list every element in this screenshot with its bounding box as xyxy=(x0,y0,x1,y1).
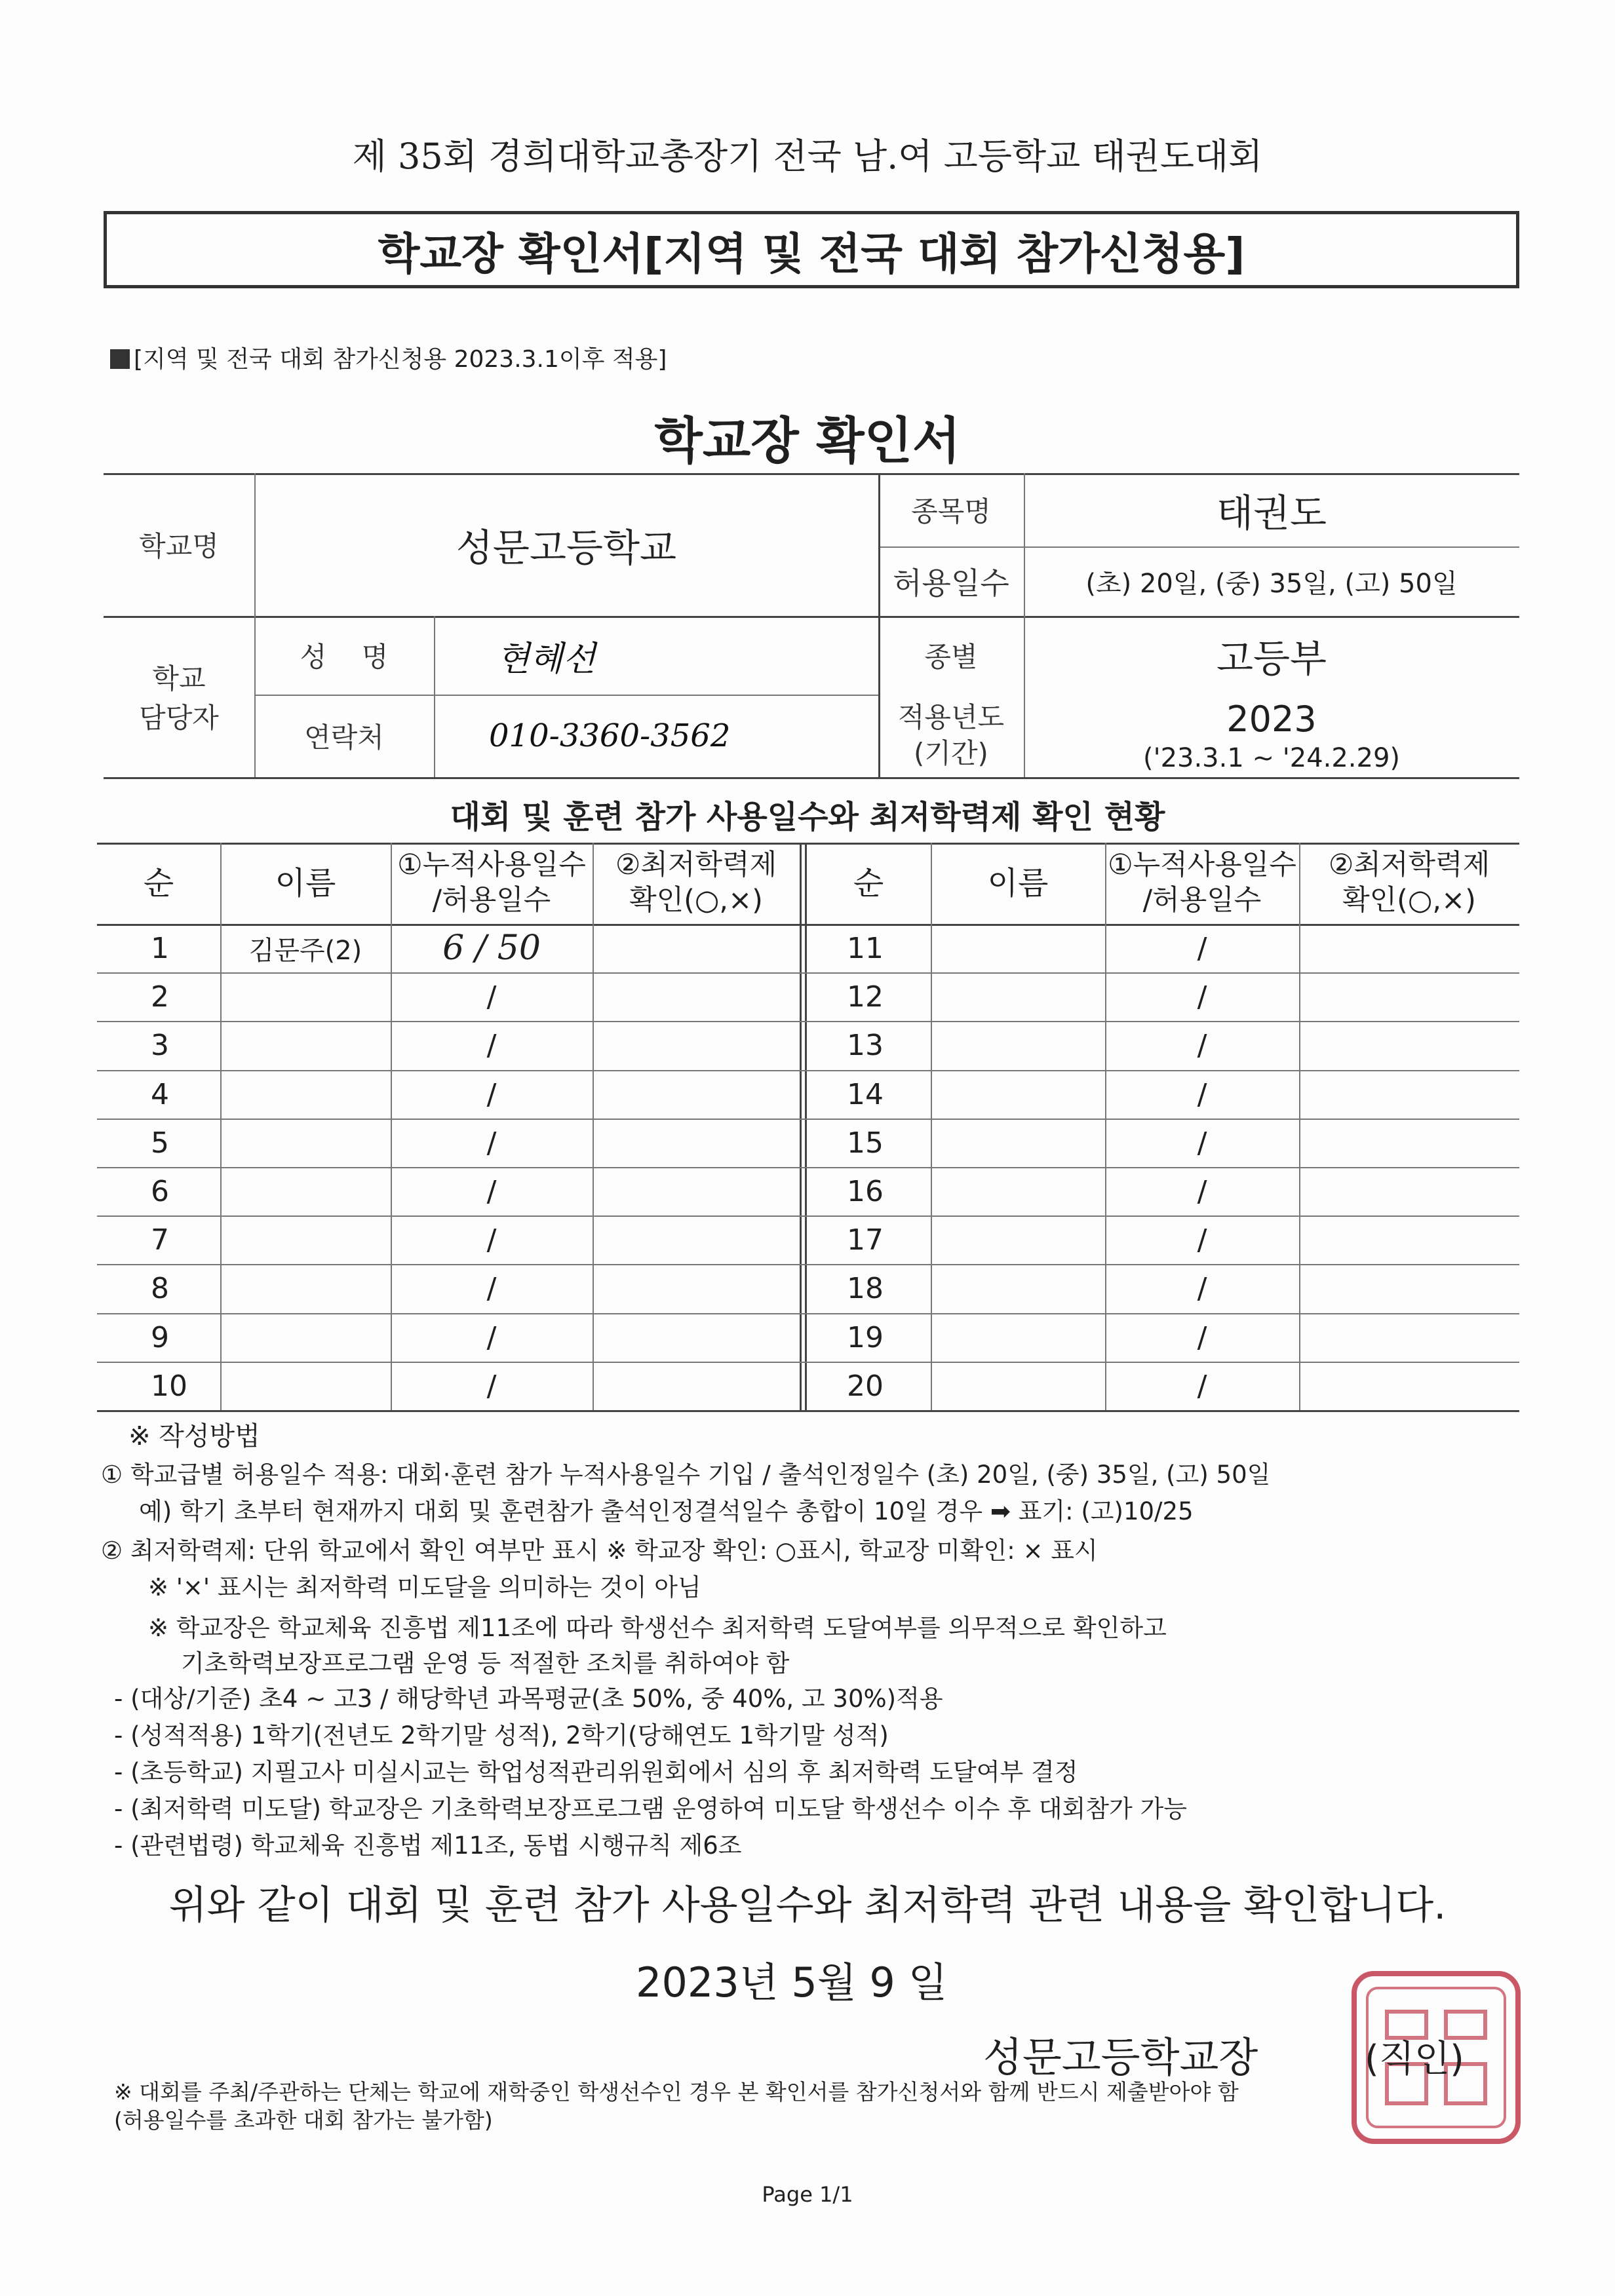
header-used-right xyxy=(1105,843,1299,924)
row-number: 12 xyxy=(847,980,884,1014)
division-label: 종별 xyxy=(924,641,978,673)
row-min-check xyxy=(1299,1264,1519,1312)
applicable-note xyxy=(110,341,667,374)
contact-label: 연락처 xyxy=(304,721,384,754)
row-number: 9 xyxy=(151,1320,169,1354)
row-used-days: / xyxy=(1197,1077,1207,1111)
header-used-line1: ①누적사용일수 xyxy=(1108,849,1296,882)
row-used-days: / xyxy=(1197,1126,1207,1160)
year-period: ('23.3.1 ~ '24.2.29) xyxy=(1142,742,1401,773)
row-used-days: / xyxy=(1197,1174,1207,1208)
row-min-check xyxy=(593,1167,800,1215)
instruction-line: - (성적적용) 1학기(전년도 2학기말 성적), 2학기(당해연도 1학기말 성적) xyxy=(114,1721,889,1750)
row-number: 20 xyxy=(847,1369,884,1403)
instruction-line: 기초학력보장프로그램 운영 등 적절한 조치를 취하여야 함 xyxy=(181,1649,790,1677)
status-title: 대회 및 훈련 참가 사용일수와 최저학력제 확인 현황 xyxy=(450,799,1165,835)
row-number: 17 xyxy=(847,1223,884,1257)
row-name xyxy=(220,1264,391,1312)
row-name xyxy=(220,1021,391,1069)
applicable-note-text: [지역 및 전국 대회 참가신청용 2023.3.1이후 적용] xyxy=(134,346,667,373)
row-min-check xyxy=(593,972,800,1021)
seal-label: (직인) xyxy=(1365,2038,1464,2080)
row-min-check xyxy=(1299,1167,1519,1215)
row-min-check xyxy=(593,1313,800,1362)
row-min-check xyxy=(593,1021,800,1069)
header-no-right: 순 xyxy=(853,865,884,902)
page-number: Page 1/1 xyxy=(762,2182,853,2207)
confirmation-statement: 위와 같이 대회 및 훈련 참가 사용일수와 최저학력 관련 내용을 확인합니다. xyxy=(168,1883,1447,1928)
tournament-title: 제 35회 경희대학교총장기 전국 남.여 고등학교 태권도대회 xyxy=(352,136,1263,177)
row-name xyxy=(931,924,1105,972)
year-value: 2023 xyxy=(1226,698,1317,740)
row-used-days: / xyxy=(1197,1271,1207,1305)
instruction-line: 예) 학기 초부터 현재까지 대회 및 훈련참가 출석인정결석일수 총합이 10일 경우 ➡ 표기: (고)10/25 xyxy=(139,1497,1194,1525)
principal-name: 성문고등학교장 xyxy=(983,2033,1258,2081)
row-name xyxy=(220,1119,391,1167)
row-name xyxy=(931,1167,1105,1215)
row-name xyxy=(931,1362,1105,1410)
row-min-check xyxy=(593,1070,800,1119)
header-min-line2: 확인(○,×) xyxy=(1342,884,1476,917)
instruction-line: - (최저학력 미도달) 학교장은 기초학력보장프로그램 운영하여 미도달 학생선수 이수 후 대회참가 가능 xyxy=(114,1795,1188,1823)
row-min-check xyxy=(1299,1313,1519,1362)
year-label-line1: 적용년도 xyxy=(897,701,1005,734)
row-number: 7 xyxy=(151,1223,169,1257)
instructions-heading: ※ 작성방법 xyxy=(128,1421,260,1451)
header-no-left: 순 xyxy=(143,865,174,902)
row-name xyxy=(220,972,391,1021)
row-number: 5 xyxy=(151,1126,169,1160)
row-name xyxy=(220,1362,391,1410)
confirmation-date: 2023년 5월 9 일 xyxy=(636,1959,948,2006)
manager-label xyxy=(104,616,254,777)
row-name xyxy=(931,972,1105,1021)
row-min-check xyxy=(1299,1021,1519,1069)
header-used-line1: ①누적사용일수 xyxy=(397,849,586,882)
row-used-days: / xyxy=(486,1174,497,1208)
header-name-left: 이름 xyxy=(275,865,336,902)
row-name xyxy=(220,1215,391,1264)
row-min-check xyxy=(593,1362,800,1410)
row-name xyxy=(931,1070,1105,1119)
row-min-check xyxy=(593,1264,800,1312)
row-number: 13 xyxy=(847,1028,884,1062)
row-name xyxy=(931,1215,1105,1264)
header-used-left xyxy=(391,843,593,924)
manager-label-line2: 담당자 xyxy=(139,702,219,734)
footer-note xyxy=(114,2078,1239,2135)
school-name: 성문고등학교 xyxy=(456,526,677,570)
name-label: 성 명 xyxy=(300,641,389,673)
event-name: 태권도 xyxy=(1216,491,1327,535)
header-used-line2: /허용일수 xyxy=(1142,884,1262,917)
row-number: 14 xyxy=(847,1077,884,1111)
manager-name: 현혜선 xyxy=(497,639,596,679)
header-min-line1: ②최저학력제 xyxy=(1328,849,1490,882)
row-used-days: / xyxy=(486,1369,497,1403)
header-min-right xyxy=(1299,843,1519,924)
row-used-days: / xyxy=(1197,1028,1207,1062)
row-used-days: / xyxy=(486,1028,497,1062)
row-used-days: / xyxy=(486,1077,497,1111)
row-min-check xyxy=(1299,1215,1519,1264)
row-number: 18 xyxy=(847,1271,884,1305)
year-label-line2: (기간) xyxy=(914,737,988,769)
row-name xyxy=(220,1167,391,1215)
instruction-line: ② 최저학력제: 단위 학교에서 확인 여부만 표시 ※ 학교장 확인: ○표시, 학교장 미확인: × 표시 xyxy=(101,1537,1098,1565)
row-number: 1 xyxy=(151,931,169,965)
row-min-check xyxy=(593,924,800,972)
school-label: 학교명 xyxy=(139,530,219,562)
row-used-days: / xyxy=(486,1126,497,1160)
row-name xyxy=(931,1313,1105,1362)
header-min-line2: 확인(○,×) xyxy=(629,884,763,917)
header-min-line1: ②최저학력제 xyxy=(615,849,777,882)
row-used-days: / xyxy=(486,1320,497,1354)
row-name xyxy=(931,1119,1105,1167)
instruction-line: - (초등학교) 지필고사 미실시교는 학업성적관리위원회에서 심의 후 최저학력 도달여부 결정 xyxy=(114,1758,1078,1786)
row-number: 4 xyxy=(151,1077,169,1111)
row-used-days: / xyxy=(1197,980,1207,1014)
event-label: 종목명 xyxy=(911,495,991,527)
row-number: 3 xyxy=(151,1028,169,1062)
header-min-left xyxy=(593,843,800,924)
row-min-check xyxy=(1299,972,1519,1021)
row-min-check xyxy=(1299,924,1519,972)
row-used-days: / xyxy=(486,1271,497,1305)
row-min-check xyxy=(593,1215,800,1264)
division-value: 고등부 xyxy=(1216,636,1327,681)
row-name xyxy=(220,1070,391,1119)
header-used-line2: /허용일수 xyxy=(432,884,551,917)
row-number: 15 xyxy=(847,1126,884,1160)
row-min-check xyxy=(1299,1119,1519,1167)
instruction-line: ① 학교급별 허용일수 적용: 대회·훈련 참가 누적사용일수 기입 / 출석인정일수 (초) 20일, (중) 35일, (고) 50일 xyxy=(101,1461,1271,1489)
row-name: 김문주(2) xyxy=(248,935,362,966)
document-title: 학교장 확인서[지역 및 전국 대회 참가신청용] xyxy=(104,211,1519,288)
row-number: 8 xyxy=(151,1271,169,1305)
row-number: 11 xyxy=(847,931,884,965)
row-min-check xyxy=(593,1119,800,1167)
instruction-line: ※ 학교장은 학교체육 진흥법 제11조에 따라 학생선수 최저학력 도달여부를 의무적으로 확인하고 xyxy=(148,1614,1167,1642)
row-number: 16 xyxy=(847,1174,884,1208)
row-used-days: / xyxy=(486,1223,497,1257)
row-used-days: / xyxy=(486,980,497,1014)
row-name xyxy=(931,1021,1105,1069)
row-used-days: / xyxy=(1197,1320,1207,1354)
row-used-days: / xyxy=(1197,1223,1207,1257)
manager-label-line1: 학교 xyxy=(152,662,206,695)
instruction-line: ※ '×' 표시는 최저학력 미도달을 의미하는 것이 아님 xyxy=(148,1573,701,1601)
instruction-line: - (대상/기준) 초4 ~ 고3 / 해당학년 과목평균(초 50%, 중 40%, 고 30%)적용 xyxy=(114,1685,943,1713)
contact-value: 010-3360-3562 xyxy=(489,718,731,754)
year-label xyxy=(878,695,1024,777)
form-title: 학교장 확인서 xyxy=(654,411,961,470)
row-used-days: / xyxy=(1197,1369,1207,1403)
instruction-line: - (관련법령) 학교체육 진흥법 제11조, 동법 시행규칙 제6조 xyxy=(114,1831,742,1860)
row-used-days: 6 / 50 xyxy=(442,928,541,968)
year-cell xyxy=(1024,695,1519,777)
row-number: 19 xyxy=(847,1320,884,1354)
row-name xyxy=(220,1313,391,1362)
row-min-check xyxy=(1299,1070,1519,1119)
row-number: 6 xyxy=(151,1174,169,1208)
row-min-check xyxy=(1299,1362,1519,1410)
row-used-days: / xyxy=(1197,931,1207,965)
black-square-icon xyxy=(110,349,130,369)
header-name-right: 이름 xyxy=(987,865,1049,902)
row-number: 10 xyxy=(151,1369,187,1403)
allowed-days: (초) 20일, (중) 35일, (고) 50일 xyxy=(1085,568,1458,599)
footer-note-line2: (허용일수를 초과한 대회 참가는 불가함) xyxy=(114,2107,493,2133)
row-name xyxy=(931,1264,1105,1312)
allowed-days-label: 허용일수 xyxy=(893,565,1009,601)
row-number: 2 xyxy=(151,980,169,1014)
footer-note-line1: ※ 대회를 주최/주관하는 단체는 학교에 재학중인 학생선수인 경우 본 확인서를 참가신청서와 함께 반드시 제출받아야 함 xyxy=(114,2079,1239,2105)
